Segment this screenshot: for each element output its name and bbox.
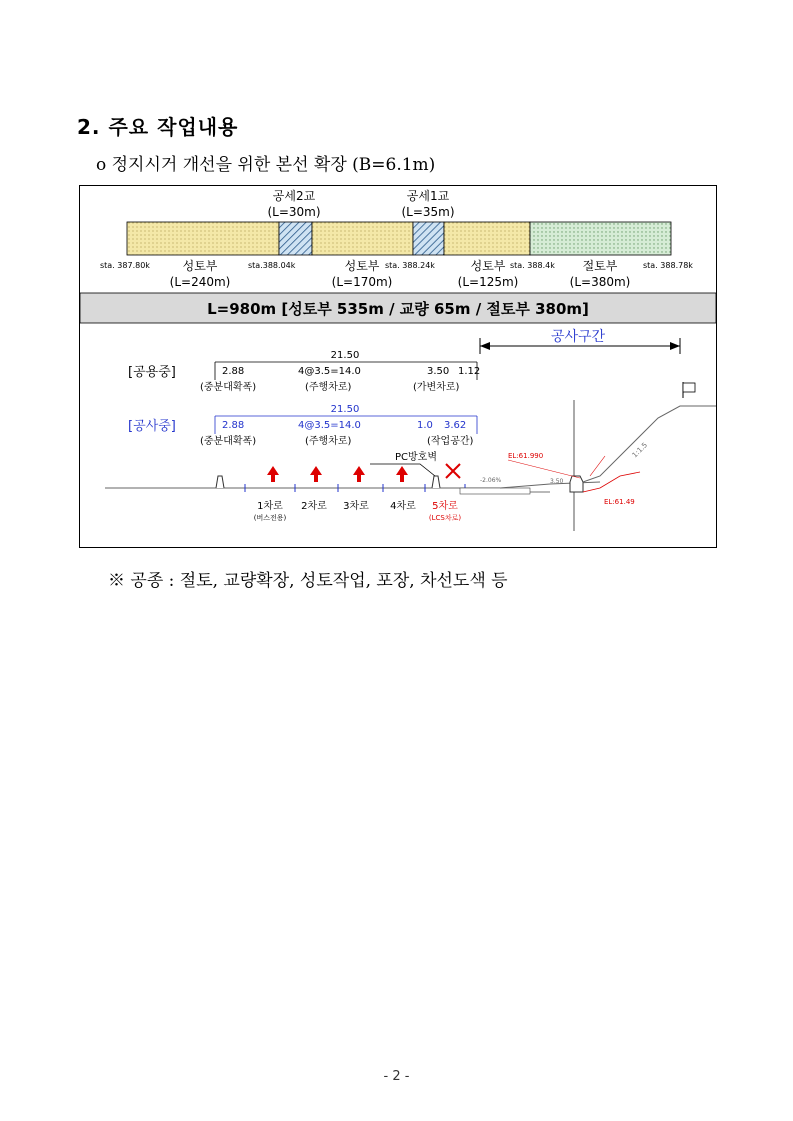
station-label: sta. 388.24k <box>385 261 435 270</box>
construction-section-label: 공사구간 <box>550 329 606 345</box>
segment-name: 성토부 <box>344 259 380 273</box>
dim-note: (중분대확폭) <box>200 382 257 393</box>
dim-value: 1.12 <box>458 366 481 377</box>
station-label: sta.388.04k <box>248 261 296 270</box>
dim-note: (작업공간) <box>427 436 474 447</box>
slope-label: -2.06% <box>480 477 502 484</box>
fill-segment-1 <box>127 222 279 255</box>
dim-value: 3.62 <box>444 420 467 431</box>
lane-label: 2차로 <box>301 501 327 512</box>
segment-name: 성토부 <box>470 259 506 273</box>
arrow-up-icon <box>396 466 408 482</box>
segment-length: (L=240m) <box>169 275 231 289</box>
dim-note: (주행차로) <box>305 436 352 447</box>
under-construction-total: 21.50 <box>330 404 360 415</box>
slope-label: 3.50 <box>550 478 564 485</box>
lane-sublabel: (LCS차로) <box>428 514 462 522</box>
arrow-up-icon <box>310 466 322 482</box>
closed-lane-x-icon <box>446 464 460 478</box>
lane-label: 5차로 <box>432 501 458 512</box>
lane-label: 3차로 <box>343 501 369 512</box>
cut-segment <box>530 222 671 255</box>
segment-length: (L=170m) <box>331 275 393 289</box>
dim-value: 4@3.5=14.0 <box>298 420 361 431</box>
flag-icon <box>683 382 695 398</box>
elevation-label: EL:61.49 <box>604 498 635 506</box>
station-label: sta. 387.80k <box>100 261 150 270</box>
figure-box <box>79 185 717 548</box>
bridge-2-length: (L=30m) <box>267 205 321 219</box>
lane-sublabel: (버스전용) <box>253 514 287 522</box>
dim-value: 4@3.5=14.0 <box>298 366 361 377</box>
fill-segment-3 <box>444 222 530 255</box>
section-title: 2. 주요 작업내용 <box>77 115 239 139</box>
road-widening-diagram <box>80 186 716 547</box>
barrier-label: PC방호벽 <box>395 452 437 463</box>
bridge-2-name: 공세2교 <box>272 189 316 203</box>
subtitle: o 정지시거 개선을 위한 본선 확장 (B=6.1m) <box>96 155 436 175</box>
arrow-up-icon <box>267 466 279 482</box>
station-label: sta. 388.78k <box>643 261 693 270</box>
dim-value: 2.88 <box>222 366 245 377</box>
segment-name: 절토부 <box>582 259 618 273</box>
page-number: - 2 - <box>383 1069 410 1084</box>
route-strip <box>127 222 671 255</box>
bridge-1-segment <box>413 222 444 255</box>
dim-value: 1.0 <box>417 420 433 431</box>
work-types-note: ※ 공종 : 절토, 교량확장, 성토작업, 포장, 차선도색 등 <box>108 571 508 591</box>
bridge-1-name: 공세1교 <box>406 189 450 203</box>
dim-note: (주행차로) <box>305 382 352 393</box>
dim-value: 3.50 <box>427 366 450 377</box>
arrow-up-icon <box>353 466 365 482</box>
summary-bar-text: L=980m [성토부 535m / 교량 65m / 절토부 380m] <box>207 300 589 318</box>
lane-label: 1차로 <box>257 501 283 512</box>
bridge-1-length: (L=35m) <box>401 205 455 219</box>
segment-name: 성토부 <box>182 259 218 273</box>
fill-segment-2 <box>312 222 413 255</box>
dim-value: 2.88 <box>222 420 245 431</box>
station-label: sta. 388.4k <box>510 261 555 270</box>
segment-length: (L=125m) <box>457 275 519 289</box>
slope-label: 1:1.5 <box>630 441 650 460</box>
elevation-label: EL:61.990 <box>508 452 544 460</box>
dim-note: (가변차로) <box>413 382 460 393</box>
lane-arrows <box>267 466 408 482</box>
dim-note: (중분대확폭) <box>200 436 257 447</box>
lane-label: 4차로 <box>390 501 416 512</box>
bridge-2-segment <box>279 222 312 255</box>
segment-length: (L=380m) <box>569 275 631 289</box>
in-service-label: [공용중] <box>128 365 176 380</box>
in-service-total: 21.50 <box>330 350 360 361</box>
under-construction-label: [공사중] <box>128 419 176 434</box>
